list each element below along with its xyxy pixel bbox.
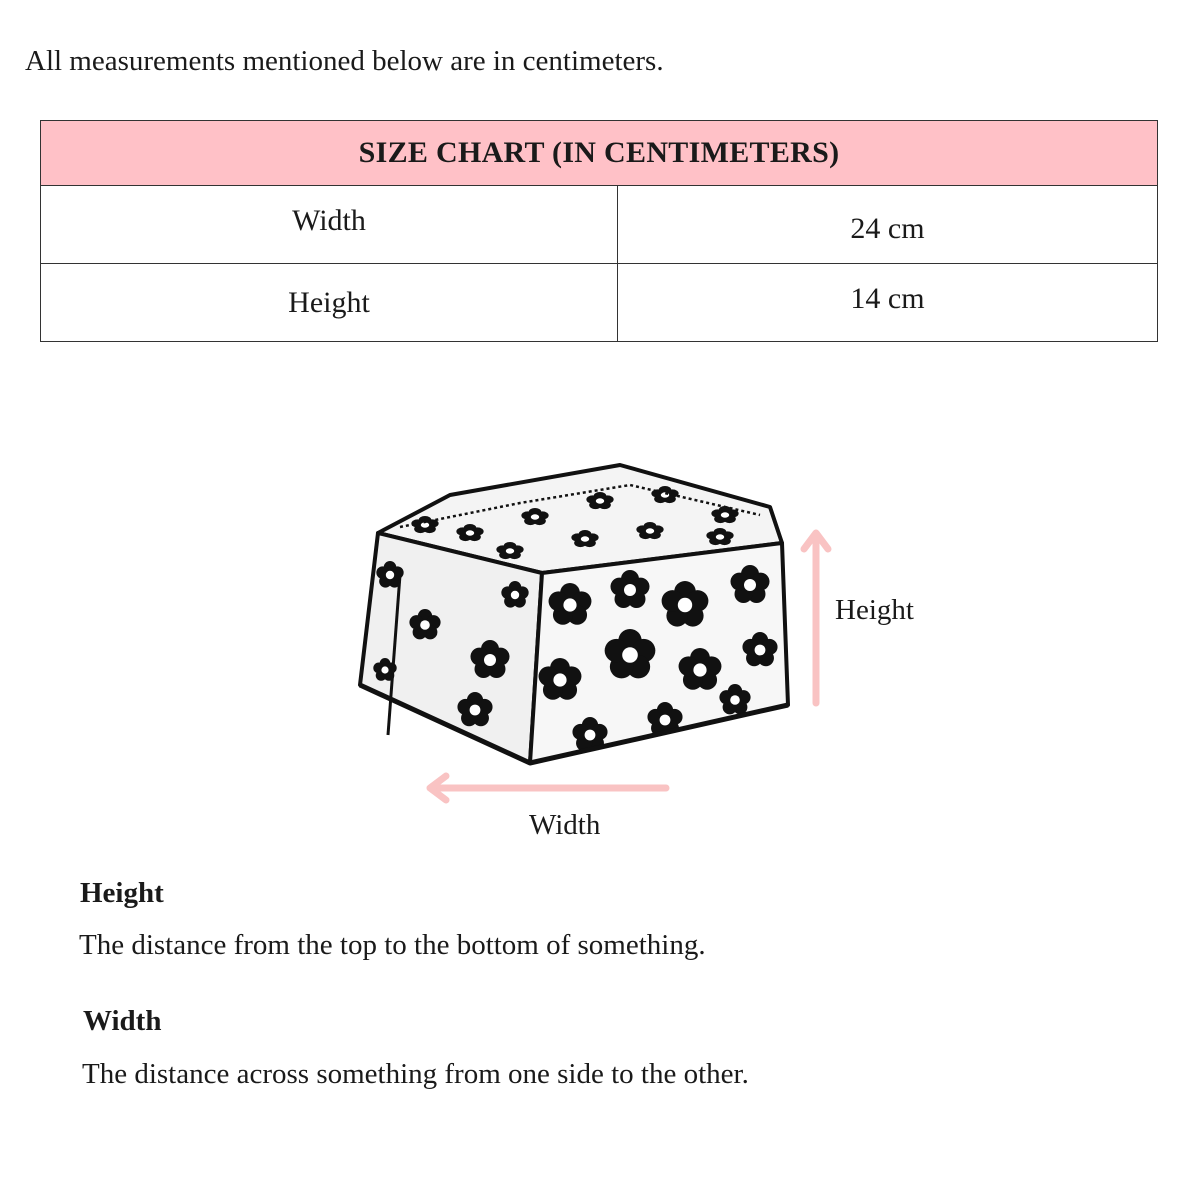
size-chart-header-row <box>41 121 1158 186</box>
intro-text: All measurements mentioned below are in centimeters. <box>25 45 664 77</box>
row-value-width: 24 cm <box>618 186 1158 264</box>
definition-text-height: The distance from the top to the bottom of something. <box>79 929 706 961</box>
row-value-height: 14 cm <box>618 264 1158 342</box>
table-row <box>41 186 1158 264</box>
table-row <box>41 264 1158 342</box>
size-chart-header: SIZE CHART (IN CENTIMETERS) <box>41 121 1158 186</box>
size-chart-table <box>40 120 1158 342</box>
bag-illustration <box>330 455 970 855</box>
row-label-width: Width <box>41 186 618 264</box>
row-label-height: Height <box>41 264 618 342</box>
height-dimension-label: Height <box>835 594 914 626</box>
definition-term-height: Height <box>80 877 164 909</box>
definition-term-width: Width <box>83 1005 162 1037</box>
definition-text-width: The distance across something from one side to the other. <box>82 1058 749 1090</box>
width-dimension-label: Width <box>529 809 601 841</box>
